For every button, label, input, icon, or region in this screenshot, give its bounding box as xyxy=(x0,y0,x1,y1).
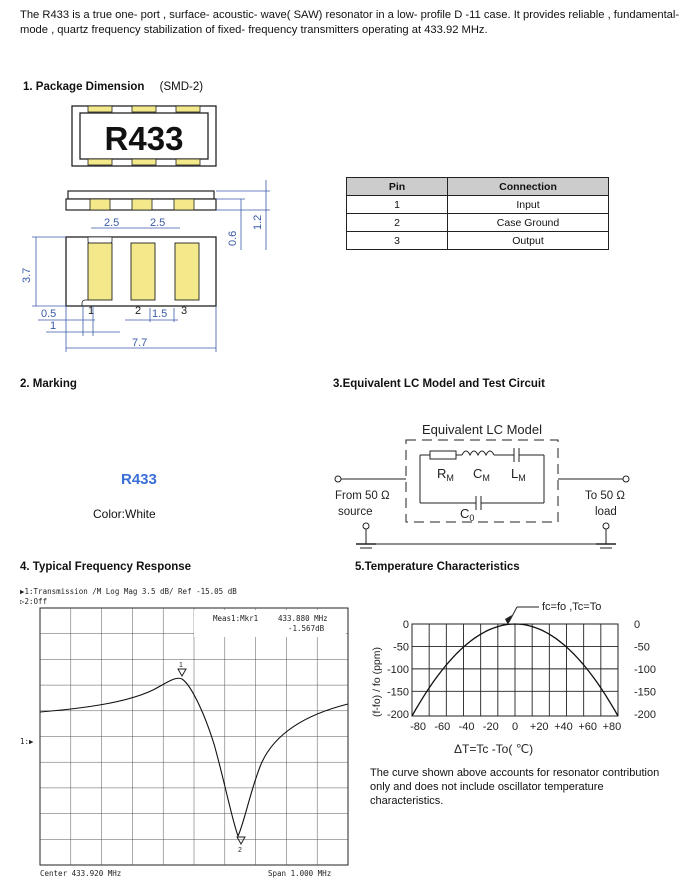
pin-label-1: 1 xyxy=(88,305,95,317)
dim-0-5: 0.5 xyxy=(41,308,57,320)
temp-ytick-right: 0 xyxy=(634,619,641,631)
dim-1-5: 1.5 xyxy=(152,308,168,320)
table-row xyxy=(347,232,609,250)
marking-title: 2. Marking xyxy=(20,378,77,390)
temp-xtick: +60 xyxy=(578,721,598,733)
freq-title: 4. Typical Frequency Response xyxy=(20,561,192,573)
dim-7-7: 7.7 xyxy=(132,337,148,349)
temp-ytick-left: -200 xyxy=(386,708,409,721)
package-dimension-drawing xyxy=(0,100,300,362)
connection-cell: Input xyxy=(448,196,609,214)
table-row xyxy=(347,214,609,232)
temp-note: The curve shown above accounts for resonator contribution only and does not include oscillator temperature characteristics. xyxy=(370,767,660,807)
lc-model-title: Equivalent LC Model xyxy=(422,422,542,437)
pin-header: Pin xyxy=(347,178,448,196)
frequency-response-plot xyxy=(18,584,353,884)
fr-header-2: ▷2:Off xyxy=(20,597,48,606)
dim-2-5-right: 2.5 xyxy=(150,217,166,229)
lc-circuit-diagram xyxy=(330,410,670,555)
temp-ytick-left: -50 xyxy=(393,641,409,654)
temp-ytick-left: -150 xyxy=(386,686,409,699)
temp-xtick: +80 xyxy=(602,721,622,733)
fr-marker2-icon xyxy=(237,837,245,844)
temp-xlabel: ΔT=Tc -To( ℃) xyxy=(454,742,534,756)
lc-title: 3.Equivalent LC Model and Test Circuit xyxy=(333,378,545,390)
to-label: To 50 Ω xyxy=(585,490,625,502)
resistor-rm xyxy=(430,451,456,459)
label-lm: $L_M$ xyxy=(511,466,526,483)
dim-1: 1 xyxy=(50,320,57,332)
temp-xtick: 0 xyxy=(511,721,519,733)
pin-label-2: 2 xyxy=(135,305,142,317)
fr-ref-marker: 1:▶ xyxy=(20,737,34,746)
temp-fc-label: fc=fo ,Tc=To xyxy=(542,601,602,613)
label-c0: $C_0$ xyxy=(460,506,475,523)
fr-marker1-label: 1 xyxy=(179,662,183,669)
fr-marker-value: -1.567dB xyxy=(288,624,325,633)
package-side-view xyxy=(68,191,214,199)
pin-cell: 3 xyxy=(347,232,448,250)
pad-1 xyxy=(88,243,112,300)
dim-3-7: 3.7 xyxy=(21,267,33,283)
fr-header-1: ▶1:Transmission /M Log Mag 3.5 dB/ Ref -15.05 dB xyxy=(20,587,237,596)
label-cm: $C_M$ xyxy=(473,466,490,483)
connection-header: Connection xyxy=(448,178,609,196)
pin-label-3: 3 xyxy=(181,305,188,317)
fr-marker-freq: 433.880 MHz xyxy=(278,614,328,623)
package-title: 1. Package Dimension xyxy=(23,81,145,93)
temp-ytick-right: -100 xyxy=(634,663,657,676)
intro-paragraph: The R433 is a true one- port , surface- acoustic- wave( SAW) resonator in a low- profile D -11 case. It provides reliable , fundamental- mode , quartz frequency stabilization of fixed- frequency transmitters operating at 433.92 MHz. xyxy=(20,9,680,36)
from-label: From 50 Ω xyxy=(335,490,390,502)
temp-xtick: -20 xyxy=(482,721,499,733)
fr-marker1-icon xyxy=(178,669,186,676)
pad-3 xyxy=(175,243,199,300)
temp-ytick-left: -100 xyxy=(386,663,409,676)
dim-0-6: 0.6 xyxy=(227,230,239,246)
dim-1-2: 1.2 xyxy=(252,214,264,230)
temp-xtick: +20 xyxy=(529,721,549,733)
temp-ytick-right: -200 xyxy=(634,708,657,721)
package-subtitle: (SMD-2) xyxy=(159,81,204,93)
temp-ytick-right: -150 xyxy=(634,686,657,699)
inductor-cm xyxy=(462,451,494,455)
fr-span: Span 1.000 MHz xyxy=(268,869,332,878)
temp-xtick: +40 xyxy=(554,721,573,733)
temp-ytick-right: -50 xyxy=(634,641,650,654)
section-package-title xyxy=(23,81,203,93)
pin-cell: 1 xyxy=(347,196,448,214)
dim-2-5-left: 2.5 xyxy=(104,217,120,229)
temp-xtick: -60 xyxy=(434,721,451,733)
temp-xtick: -80 xyxy=(410,721,427,733)
pad-2 xyxy=(131,243,155,300)
fr-center: Center 433.920 MHz xyxy=(40,869,122,878)
marking-color-label: Color:White xyxy=(93,507,156,521)
connection-cell: Case Ground xyxy=(448,214,609,232)
fr-marker-label: Meas1:Mkr1 xyxy=(213,614,259,623)
label-rm: $R_M$ xyxy=(437,466,454,483)
fr-marker2-label: 2 xyxy=(238,847,242,854)
temp-title: 5.Temperature Characteristics xyxy=(355,561,520,573)
connection-cell: Output xyxy=(448,232,609,250)
source-label: source xyxy=(338,506,373,518)
temperature-chart xyxy=(364,595,684,765)
load-label: load xyxy=(595,506,617,518)
temp-ylabel: (f-fo) / fo (ppm) xyxy=(371,646,383,717)
temp-xtick: -40 xyxy=(458,721,475,733)
pin-table xyxy=(346,177,609,250)
package-top-label: R433 xyxy=(104,120,184,157)
pin-cell: 2 xyxy=(347,214,448,232)
table-row xyxy=(347,196,609,214)
temp-ytick-left: 0 xyxy=(402,619,409,631)
marking-text: R433 xyxy=(121,471,157,488)
